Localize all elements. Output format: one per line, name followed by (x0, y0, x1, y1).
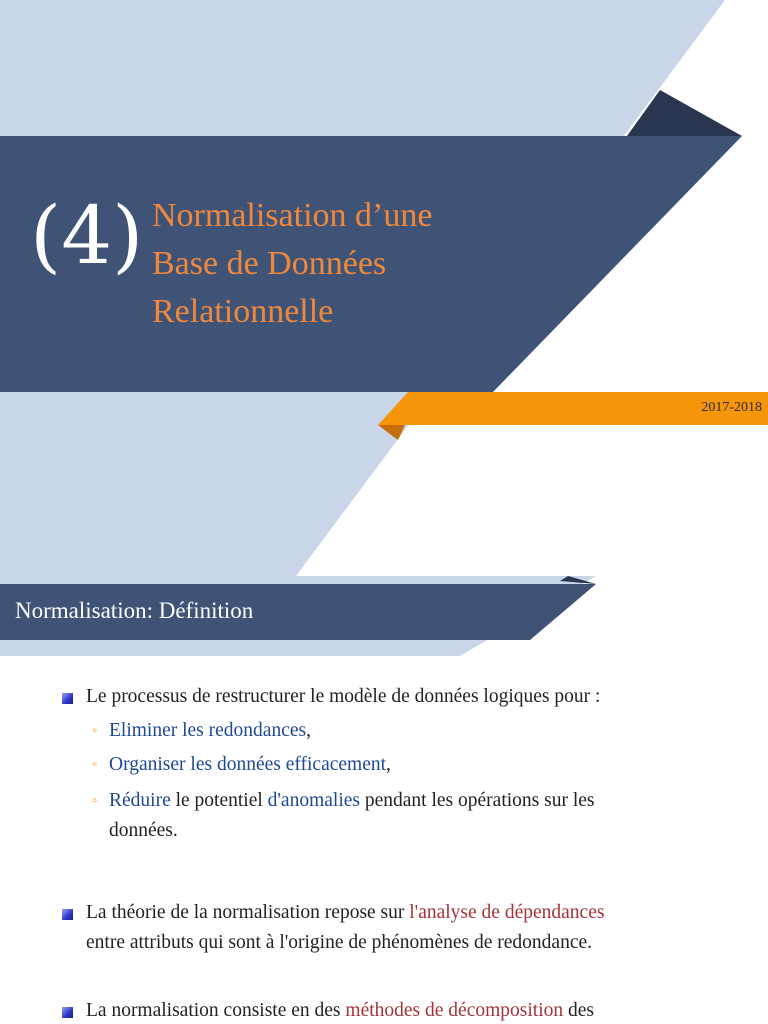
square-bullet-icon (62, 1007, 73, 1018)
bullet-item (62, 996, 752, 1024)
chapter-number: (4) (30, 189, 144, 282)
sub-bullet-tail: , (386, 754, 391, 775)
highlight-term: l'analyse de dépendances (409, 902, 605, 923)
highlight-term: Eliminer les redondances (109, 720, 307, 741)
sub-bullet-text: données. (109, 820, 178, 841)
slide-heading: Normalisation: Définition (15, 598, 254, 623)
highlight-term: d'anomalies (267, 790, 360, 811)
bullet-text: Le processus de restructurer le modèle de données logiques pour : (86, 686, 601, 707)
bullet-text-part: La théorie de la normalisation repose sur (86, 902, 410, 923)
title-line-2: Base de Données (152, 245, 387, 282)
bullet-item (62, 898, 752, 958)
bullet-text-line-2: entre attributs qui sont à l'origine de phénomènes de redondance. (86, 932, 593, 953)
circle-bullet-icon: ◦ (92, 793, 98, 809)
sub-bullet-tail: , (306, 720, 311, 741)
bullet-text-part: La normalisation consiste en des (86, 1000, 346, 1021)
sub-bullet-mid: le potentiel (170, 790, 268, 811)
bullet-text-part: des (563, 1000, 594, 1021)
highlight-term: Organiser les données efficacement (109, 754, 387, 775)
sub-bullet-item (92, 750, 712, 780)
title-line-3: Relationnelle (152, 293, 334, 330)
sub-bullet-item (92, 716, 712, 746)
circle-bullet-icon: ◦ (92, 757, 98, 773)
bullet-text (86, 996, 752, 1024)
sub-bullet-continuation (92, 816, 712, 846)
highlight-term: méthodes de décomposition (345, 1000, 564, 1021)
sub-bullet-text (109, 786, 712, 816)
highlight-term: Réduire (109, 790, 171, 811)
sub-bullet-mid: pendant les opérations sur les (360, 790, 595, 811)
sub-bullet-item (92, 786, 712, 816)
sub-bullet-text (109, 716, 712, 746)
title-line-1: Normalisation d’une (152, 197, 433, 234)
academic-year: 2017-2018 (701, 400, 762, 415)
definition-slide (0, 576, 768, 1024)
bullet-text (86, 898, 752, 928)
slide-title (152, 192, 572, 336)
square-bullet-icon (62, 693, 73, 704)
sub-bullet-text (109, 750, 712, 780)
circle-bullet-icon: ◦ (92, 723, 98, 739)
square-bullet-icon (62, 909, 73, 920)
bullet-item (62, 682, 752, 712)
